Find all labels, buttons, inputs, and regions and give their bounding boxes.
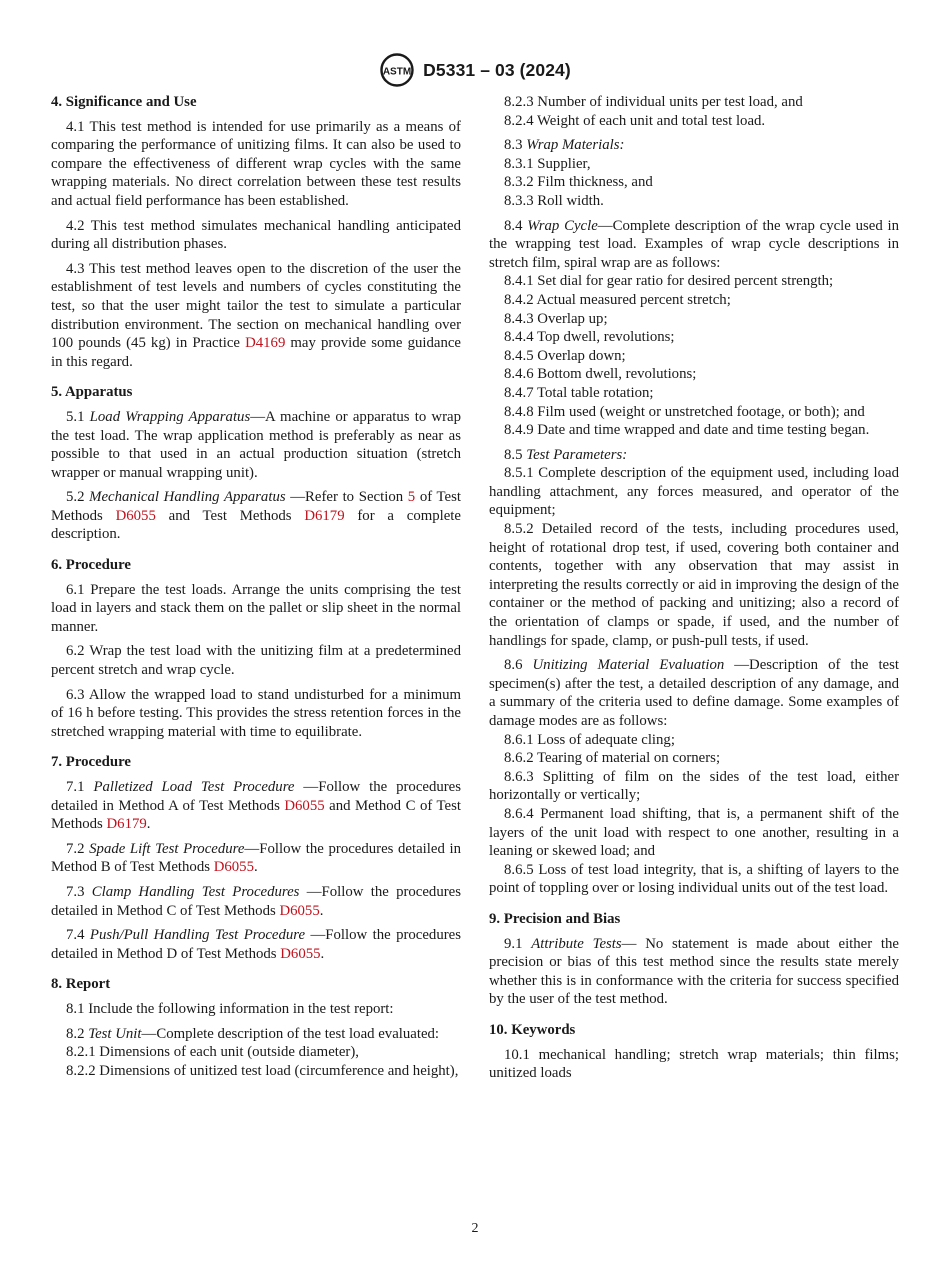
item-8-4-7: 8.4.7 Total table rotation; [504, 384, 654, 401]
paragraph-10-1: 10.1 mechanical handling; stretch wrap materials; thin films; unitized loads [489, 1046, 899, 1082]
item-8-4-6: 8.4.6 Bottom dwell, revolutions; [504, 366, 697, 383]
item-8-3-2: 8.3.2 Film thickness, and [504, 174, 653, 191]
item-8-4-4: 8.4.4 Top dwell, revolutions; [504, 329, 675, 346]
right-column [489, 93, 899, 1089]
text-span: and Test Methods [155, 507, 305, 524]
item-8-4-3: 8.4.3 Overlap up; [504, 310, 608, 327]
astm-logo-icon [379, 53, 415, 87]
italic-term: Palletized Load Test Procedure [93, 779, 295, 795]
section-6-heading: 6. Procedure [51, 557, 131, 574]
link-d6055[interactable]: D6055 [280, 945, 321, 962]
text-span: 8.6 [504, 657, 533, 674]
link-d6179[interactable]: D6179 [304, 507, 345, 524]
text-span: . [320, 945, 325, 962]
italic-term: Push/Pull Handling Test Procedure [89, 927, 306, 944]
text-span: . [146, 816, 151, 833]
paragraph-7-1 [51, 778, 461, 834]
text-span: —Follow the procedures detailed in Method C of Test Methods [51, 883, 461, 919]
link-section-5[interactable]: 5 [407, 489, 416, 506]
left-column [51, 93, 461, 1080]
item-8-3-1: 8.3.1 Supplier, [504, 155, 591, 172]
text-span: —Complete description of the wrap cycle used in the wrapping test load. Examples of wrap cycle descriptions in stretch film, spiral wrap are as follows: [489, 217, 899, 271]
paragraph-6-3: 6.3 Allow the wrapped load to stand undisturbed for a minimum of 16 h before testing. This provides the stress retention forces in the stretched wrapping material with time to equilibrate. [51, 686, 461, 740]
item-8-5-1: 8.5.1 Complete description of the equipment used, including load handling attachment, any forces measured, and operator of the equipment; [489, 465, 899, 519]
text-span: —Description of the test specimen(s) after the test, a detailed description of any damage, and a summary of the criteria used to define damage. Some examples of damage modes are as follows: [489, 657, 899, 729]
page-number: 2 [471, 1221, 479, 1236]
document-designation: D5331 – 03 (2024) [423, 59, 571, 80]
item-8-4-9: 8.4.9 Date and time wrapped and date and time testing began. [504, 422, 870, 439]
paragraph-8-2 [51, 1025, 461, 1044]
paragraph-8-1: 8.1 Include the following information in the test report: [66, 1000, 394, 1017]
text-span: 7.3 [66, 883, 92, 900]
item-8-6-2: 8.6.2 Tearing of material on corners; [504, 750, 721, 767]
text-span: —Follow the procedures detailed in Method B of Test Methods [51, 840, 462, 876]
item-8-6-1: 8.6.1 Loss of adequate cling; [504, 731, 675, 748]
paragraph-4-2: 4.2 This test method simulates mechanical handling anticipated during all distribution phases. [51, 217, 461, 253]
text-span: — No statement is made about either the precision or bias of this test method since the results state merely whether this is in conformance with the criteria for success specified by the user of the test method. [489, 935, 900, 1008]
text-span: 9.1 [504, 935, 532, 952]
page-header [0, 52, 950, 88]
text-span: 4.3 This test method leaves open to the discretion of the user the establishment of test levels and numbers of cycles constituting the test, so that the user might tailor the test to simulate a particular distribution environment. The section on mechanical handling over 100 pounds (45 kg) in Practice [51, 260, 461, 352]
text-span: 7.4 [66, 927, 90, 944]
text-span: 8.4 [504, 217, 528, 234]
link-d6055[interactable]: D6055 [213, 859, 254, 876]
text-span: 7.1 [66, 779, 94, 795]
text-span: 8.3 [504, 137, 527, 154]
italic-term: Mechanical Handling Apparatus [89, 489, 286, 506]
section-9-heading: 9. Precision and Bias [489, 910, 621, 927]
section-10-heading: 10. Keywords [489, 1021, 576, 1038]
text-span: —Follow the procedures detailed in Method A of Test Methods [51, 779, 462, 814]
paragraph-4-3 [51, 260, 461, 372]
text-span: and Method C of Test Methods [51, 797, 461, 833]
paragraph-6-1: 6.1 Prepare the test loads. Arrange the units comprising the test load in layers and stack them on the pallet or slip sheet in the normal manner. [51, 581, 461, 635]
paragraph-8-4 [489, 217, 899, 273]
paragraph-5-1 [51, 408, 461, 482]
item-8-4-5: 8.4.5 Overlap down; [504, 347, 626, 364]
text-span: —Follow the procedures detailed in Method D of Test Methods [51, 927, 461, 962]
paragraph-7-3 [51, 883, 461, 920]
paragraph-5-2 [51, 488, 461, 544]
item-8-4-1: 8.4.1 Set dial for gear ratio for desired percent strength; [504, 273, 834, 290]
paragraph-7-2 [51, 840, 461, 877]
link-d4169[interactable]: D4169 [245, 335, 286, 352]
item-8-2-1: 8.2.1 Dimensions of each unit (outside diameter), [66, 1044, 359, 1061]
item-8-6-5: 8.6.5 Loss of test load integrity, that is, a shifting of layers to the point of toppling over or losing individual units out of the test load. [489, 861, 899, 897]
item-8-3-3: 8.3.3 Roll width. [504, 192, 604, 209]
text-span: —A machine or apparatus to wrap the test load. The wrap application method is preferably as near as possible to that used in an actual production situation (stretch wrapper or manual wrapping unit). [51, 408, 461, 481]
text-span: 8.2 [66, 1025, 89, 1042]
italic-term: Clamp Handling Test Procedures [91, 883, 300, 900]
section-7-heading: 7. Procedure [51, 754, 131, 771]
italic-term: Wrap Materials: [526, 137, 625, 154]
section-4-heading: 4. Significance and Use [51, 94, 197, 110]
italic-term: Spade Lift Test Procedure [89, 840, 245, 857]
text-span: —Refer to Section [285, 489, 408, 506]
paragraph-8-6 [489, 656, 899, 730]
link-d6055[interactable]: D6055 [284, 797, 325, 814]
item-8-4-8: 8.4.8 Film used (weight or unstretched footage, or both); and [504, 403, 865, 420]
item-8-2-2: 8.2.2 Dimensions of unitized test load (circumference and height), [66, 1062, 459, 1079]
text-span: 5.2 [66, 489, 90, 506]
paragraph-4-1: 4.1 This test method is intended for use primarily as a means of comparing the performance of unitizing films. It can also be used to compare the effectiveness of different wrap cycles with the same wrapping materials. No direct correlation between these test results and actual field performance has been established. [51, 118, 461, 209]
logo-lettering: ASTM [383, 66, 412, 78]
text-span: . [319, 902, 324, 919]
item-8-2-4: 8.2.4 Weight of each unit and total test load. [504, 112, 766, 129]
italic-term: Attribute Tests [531, 935, 622, 952]
text-span: —Complete description of the test load evaluated: [141, 1025, 440, 1042]
text-span: 5.1 [66, 408, 90, 425]
italic-term: Test Parameters: [526, 446, 628, 463]
section-5-heading: 5. Apparatus [51, 384, 133, 401]
text-span: may provide some guidance in this regard. [51, 335, 461, 370]
text-span: 8.5 [504, 446, 527, 463]
item-8-5-2: 8.5.2 Detailed record of the tests, including procedures used, height of rotational drop test, if used, covering both container and contents, together with any observation that may assist in interpreting the results correctly or aid in improving the design of the container or the method of packing and unitizing; also a record of the orientation of clamps or spade, if used, and the number of handlings for spade, clamp, or push-pull tests, if used. [489, 521, 899, 649]
link-d6055[interactable]: D6055 [279, 902, 320, 919]
item-8-6-4: 8.6.4 Permanent load shifting, that is, a permanent shift of the layers of the unit load with respect to one another, resulting in a leaning or skewed load; and [489, 805, 899, 860]
text-span: . [253, 859, 258, 876]
paragraph-9-1 [489, 935, 899, 1009]
paragraph-8-5 [489, 446, 899, 465]
item-8-2-3: 8.2.3 Number of individual units per test load, and [504, 94, 803, 110]
italic-term: Load Wrapping Apparatus [89, 408, 251, 425]
text-span: of Test Methods [51, 489, 461, 524]
item-8-4-2: 8.4.2 Actual measured percent stretch; [504, 291, 731, 308]
paragraph-7-4 [51, 926, 461, 963]
paragraph-6-2: 6.2 Wrap the test load with the unitizing film at a predetermined percent stretch and wrap cycle. [51, 643, 461, 679]
text-span: 7.2 [66, 840, 90, 857]
italic-term: Test Unit [88, 1025, 142, 1042]
item-8-6-3: 8.6.3 Splitting of film on the sides of the test load, either horizontally or vertically; [489, 768, 899, 804]
section-8-heading: 8. Report [51, 976, 111, 993]
link-d6055[interactable]: D6055 [115, 507, 156, 524]
italic-term: Wrap Cycle [527, 217, 598, 234]
link-d6179[interactable]: D6179 [106, 816, 147, 833]
text-span: for a complete description. [51, 507, 461, 543]
italic-term: Unitizing Material Evaluation [532, 657, 725, 674]
paragraph-8-3 [489, 136, 899, 155]
